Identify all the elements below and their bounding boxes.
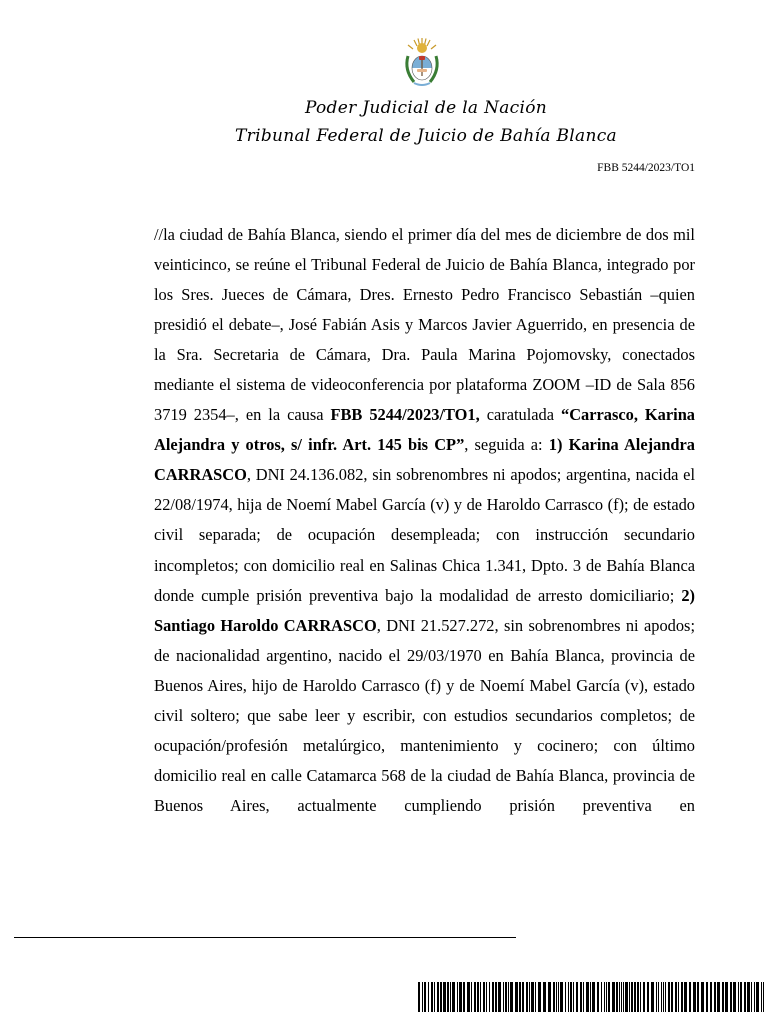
barcode-bar [671,982,673,1012]
barcode-bar [526,982,528,1012]
document-body [154,220,695,821]
barcode-bar [556,982,557,1012]
barcode-bar [505,982,507,1012]
barcode-bar [761,982,762,1012]
barcode-bar [601,982,602,1012]
court-heading: Tribunal Federal de Juicio de Bahía Blanca [235,126,617,146]
barcode-bar [531,982,534,1012]
barcode-bar [616,982,618,1012]
barcode-bar [689,982,691,1012]
barcode-bar [573,982,574,1012]
barcode-bar [629,982,630,1012]
barcode-bar [463,982,465,1012]
barcode-bar [714,982,716,1012]
barcode-bar [740,982,742,1012]
barcode-bar [668,982,670,1012]
barcode-bar [744,982,746,1012]
barcode-bar [576,982,578,1012]
barcode-icon [418,982,766,1012]
barcode-bar [623,982,624,1012]
barcode-bar [619,982,620,1012]
barcode-bar [747,982,750,1012]
body-segment: caratulada [479,405,562,425]
barcode-bar [634,982,636,1012]
barcode-bar [651,982,654,1012]
barcode-bar [625,982,628,1012]
barcode-bar [467,982,470,1012]
barcode-bar [431,982,433,1012]
barcode-bar [684,982,687,1012]
barcode-bar [604,982,605,1012]
barcode-bar [440,982,442,1012]
barcode-bar [424,982,426,1012]
barcode-bar [722,982,724,1012]
barcode-bar [510,982,513,1012]
barcode-bar [631,982,633,1012]
barcode-bar [486,982,487,1012]
barcode-bar [665,982,666,1012]
barcode-bar [706,982,708,1012]
barcode-bar [606,982,607,1012]
barcode-bar [459,982,462,1012]
barcode-bar [489,982,490,1012]
barcode-bar [553,982,555,1012]
barcode-bar [640,982,641,1012]
barcode-bar [693,982,696,1012]
barcode-bar [535,982,536,1012]
barcode-bar [443,982,446,1012]
barcode-bar [730,982,732,1012]
coat-of-arms-icon [402,36,442,88]
barcode-bar [663,982,664,1012]
defendant-2-name: 2) Santiago Haroldo CARRASCO [154,585,695,635]
barcode-bar [480,982,481,1012]
barcode-bar [570,982,572,1012]
barcode-bar [586,982,589,1012]
barcode-bar [498,982,501,1012]
barcode-bar [495,982,497,1012]
barcode-bar [710,982,712,1012]
body-segment: , DNI 24.136.082, sin sobrenombres ni apodos; argentina, nacida el 22/08/1974, hija de Noemí Mabel García (v) y de Haroldo Carrasco (f); de estado civil separada; de ocupación desempleada; con instrucción secundario incompletos; con domicilio real en Salinas Chica 1.341, Dpto. 3 de Bahía Blanca donde cumple prisión preventiva bajo la modalidad de arresto domiciliario; [154,465,695,605]
body-segment: //la ciudad de Bahía Blanca, siendo el primer día del mes de diciembre de dos mil veinticinco, se reúne el Tribunal Federal de Juicio de Bahía Blanca, integrado por los Sres. Jueces de Cámara, Dres. Ernesto Pedro Francisco Sebastián –quien presidió el debate–, José Fabián Asis y Marcos Javier Aguerrido, en presencia de la Sra. Secretaria de Cámara, Dra. Paula Marina Pojomovsky, conectados mediante el sistema de videoconferencia por plataforma ZOOM –ID de Sala 856 3719 2354–, en la causa [154,225,695,425]
footer-divider [14,937,516,938]
barcode-bar [580,982,582,1012]
barcode-bar [725,982,728,1012]
barcode-bar [503,982,504,1012]
barcode-bar [538,982,541,1012]
barcode-bar [474,982,476,1012]
barcode-bar [558,982,559,1012]
barcode-bar [568,982,569,1012]
case-number-bold: FBB 5244/2023/TO1, [330,405,480,425]
barcode-bar [583,982,584,1012]
defendant-1-name: 1) Karina Alejandra CARRASCO [154,435,695,485]
case-title-bold: “Carrasco, Karina Alejandra y otros, s/ infr. Art. 145 bis CP” [154,405,696,455]
barcode-bar [597,982,599,1012]
barcode-bar [560,982,563,1012]
barcode-bar [428,982,429,1012]
barcode-bar [697,982,699,1012]
barcode-bar [492,982,494,1012]
case-reference: FBB 5244/2023/TO1 [597,162,695,174]
barcode-bar [647,982,649,1012]
barcode-bar [437,982,439,1012]
barcode-bar [548,982,551,1012]
barcode-bar [590,982,591,1012]
barcode-bar [701,982,704,1012]
barcode-bar [450,982,451,1012]
barcode-bar [717,982,720,1012]
barcode-bar [656,982,657,1012]
barcode-bar [733,982,736,1012]
barcode-bar [643,982,645,1012]
barcode-bar [522,982,524,1012]
barcode-bar [756,982,759,1012]
barcode-bar [592,982,595,1012]
barcode-bar [452,982,455,1012]
barcode-bar [681,982,683,1012]
barcode-bar [608,982,610,1012]
barcode-bar [637,982,639,1012]
barcode-bar [519,982,521,1012]
barcode-bar [754,982,755,1012]
barcode-bar [515,982,518,1012]
barcode-bar [543,982,546,1012]
barcode-bar [751,982,752,1012]
barcode-bar [763,982,764,1012]
barcode-bar [565,982,566,1012]
barcode-bar [434,982,435,1012]
barcode-bar [678,982,679,1012]
barcode-bar [658,982,659,1012]
barcode-bar [457,982,458,1012]
barcode-bar [675,982,677,1012]
body-segment: , seguida a: [464,435,549,455]
barcode-bar [471,982,472,1012]
barcode-bar [529,982,530,1012]
barcode-bar [447,982,449,1012]
body-segment: , DNI 21.527.272, sin sobrenombres ni apodos; de nacionalidad argentino, nacido el 29/03/1970 en Bahía Blanca, provincia de Buenos Aires, hijo de Haroldo Carrasco (f) y de Noemí Mabel García (v), estado civil soltero; que sabe leer y escribir, con estudios secundarios completos; de ocupación/profesión metalúrgico, mantenimiento y cocinero; con último domicilio real en calle Catamarca 568 de la ciudad de Bahía Blanca, provincia de Buenos Aires, actualmente cumpliendo prisión preventiva en [154,615,695,815]
barcode-bar [483,982,485,1012]
barcode-bar [621,982,622,1012]
barcode-bar [418,982,420,1012]
barcode-bar [661,982,662,1012]
barcode-bar [477,982,479,1012]
barcode-bar [738,982,739,1012]
barcode-bar [422,982,423,1012]
barcode-bar [612,982,615,1012]
barcode-bar [508,982,509,1012]
institution-heading: Poder Judicial de la Nación [304,98,548,118]
